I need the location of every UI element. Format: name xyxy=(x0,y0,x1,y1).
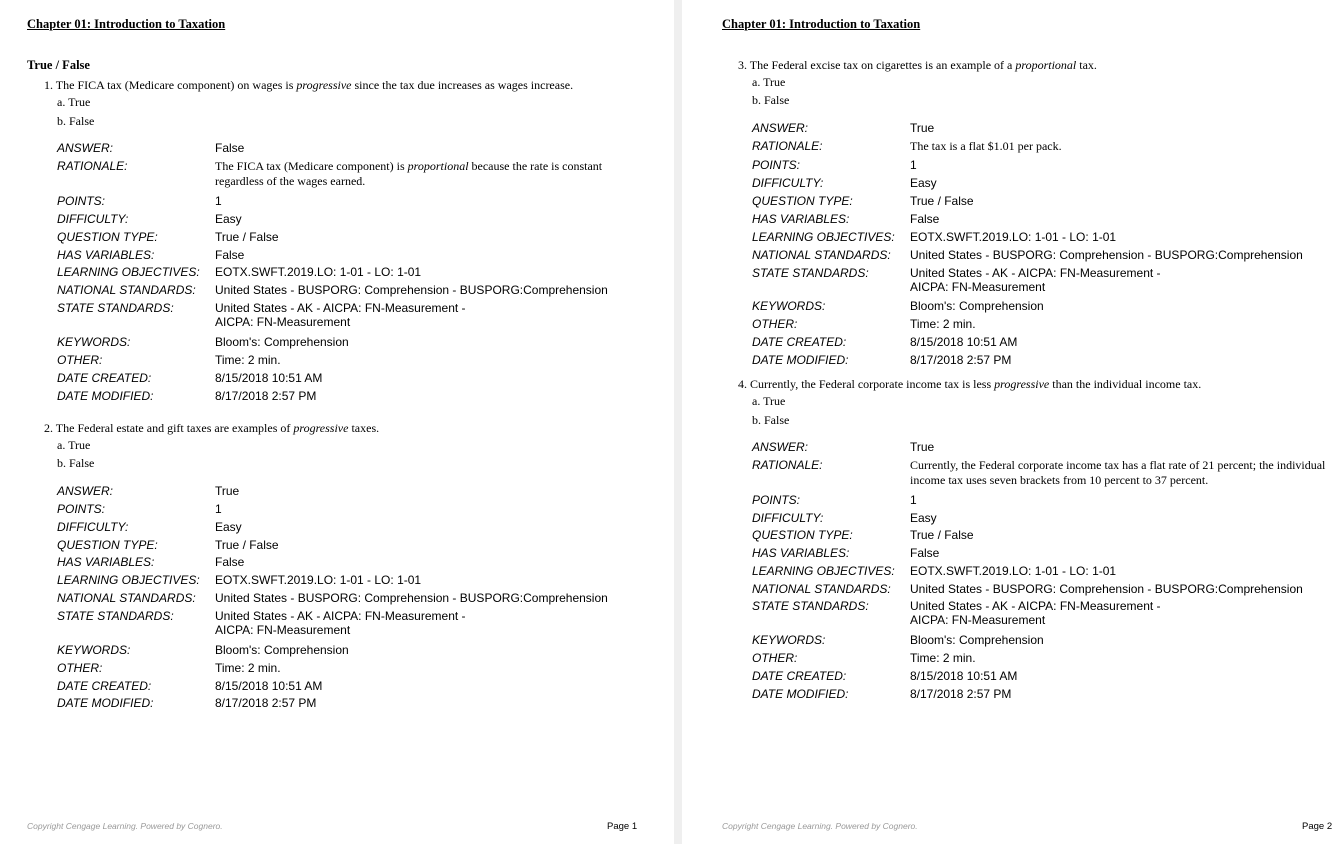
rationale-label: RATIONALE: xyxy=(752,139,823,153)
answer-label: ANSWER: xyxy=(752,440,809,454)
points-value: 1 xyxy=(215,194,222,208)
has-variables-value: False xyxy=(215,555,245,569)
points-label: POINTS: xyxy=(57,502,106,516)
question-2-option-b[interactable]: b. False xyxy=(57,456,95,470)
difficulty-value: Easy xyxy=(910,176,937,190)
answer-value: True xyxy=(910,440,935,454)
page-number: Page 1 xyxy=(607,821,638,832)
national-standards-label: NATIONAL STANDARDS: xyxy=(752,248,891,262)
question-1-option-b[interactable]: b. False xyxy=(57,114,95,128)
keywords-value: Bloom's: Comprehension xyxy=(215,335,349,349)
state-standards-label: STATE STANDARDS: xyxy=(57,301,174,315)
question-type-label: QUESTION TYPE: xyxy=(752,528,853,542)
has-variables-label: HAS VARIABLES: xyxy=(752,546,850,560)
date-created-label: DATE CREATED: xyxy=(752,669,847,683)
state-standards-value: United States - AK - AICPA: FN-Measurement - AICPA: FN-Measurement xyxy=(215,301,466,329)
other-value: Time: 2 min. xyxy=(910,317,976,331)
section-title: True / False xyxy=(27,58,90,72)
question-4-option-a[interactable]: a. True xyxy=(752,394,786,408)
has-variables-value: False xyxy=(910,212,940,226)
question-3-option-a[interactable]: a. True xyxy=(752,75,786,89)
date-created-label: DATE CREATED: xyxy=(57,679,152,693)
rationale-value: The FICA tax (Medicare component) is proportional because the rate is constant regardless of the wages earned. xyxy=(215,159,603,188)
points-value: 1 xyxy=(910,158,917,172)
state-standards-label: STATE STANDARDS: xyxy=(57,609,174,623)
has-variables-value: False xyxy=(215,248,245,262)
date-modified-value: 8/17/2018 2:57 PM xyxy=(910,353,1012,367)
national-standards-value: United States - BUSPORG: Comprehension - BUSPORG:Comprehension xyxy=(215,283,608,297)
date-created-value: 8/15/2018 10:51 AM xyxy=(215,679,323,693)
answer-value: True xyxy=(910,121,935,135)
learning-objectives-label: LEARNING OBJECTIVES: xyxy=(752,564,895,578)
rationale-value: Currently, the Federal corporate income tax has a flat rate of 21 percent; the individual income tax uses seven brackets from 10 percent to 37 percent. xyxy=(910,458,1326,487)
points-label: POINTS: xyxy=(752,493,801,507)
learning-objectives-label: LEARNING OBJECTIVES: xyxy=(57,573,200,587)
learning-objectives-value: EOTX.SWFT.2019.LO: 1-01 - LO: 1-01 xyxy=(910,230,1117,244)
state-standards-label: STATE STANDARDS: xyxy=(752,266,869,280)
learning-objectives-label: LEARNING OBJECTIVES: xyxy=(752,230,895,244)
question-3-option-b[interactable]: b. False xyxy=(752,93,790,107)
question-type-value: True / False xyxy=(215,230,279,244)
question-3-text: 3. The Federal excise tax on cigarettes is an example of a proportional tax. xyxy=(738,58,1097,72)
date-modified-label: DATE MODIFIED: xyxy=(752,353,849,367)
chapter-title: Chapter 01: Introduction to Taxation xyxy=(27,17,226,31)
keywords-value: Bloom's: Comprehension xyxy=(910,633,1044,647)
other-label: OTHER: xyxy=(752,651,798,665)
copyright-footer: Copyright Cengage Learning. Powered by Cognero. xyxy=(27,821,223,831)
rationale-value: The tax is a flat $1.01 per pack. xyxy=(910,139,1062,153)
date-created-value: 8/15/2018 10:51 AM xyxy=(215,371,323,385)
national-standards-label: NATIONAL STANDARDS: xyxy=(752,582,891,596)
keywords-label: KEYWORDS: xyxy=(57,335,131,349)
question-type-label: QUESTION TYPE: xyxy=(57,538,158,552)
learning-objectives-label: LEARNING OBJECTIVES: xyxy=(57,265,200,279)
difficulty-label: DIFFICULTY: xyxy=(752,176,824,190)
has-variables-label: HAS VARIABLES: xyxy=(57,248,155,262)
other-label: OTHER: xyxy=(57,661,103,675)
state-standards-value: United States - AK - AICPA: FN-Measurement - AICPA: FN-Measurement xyxy=(910,266,1161,294)
state-standards-label: STATE STANDARDS: xyxy=(752,599,869,613)
difficulty-label: DIFFICULTY: xyxy=(57,212,129,226)
date-modified-value: 8/17/2018 2:57 PM xyxy=(910,687,1012,701)
question-4-option-b[interactable]: b. False xyxy=(752,413,790,427)
date-modified-label: DATE MODIFIED: xyxy=(752,687,849,701)
points-value: 1 xyxy=(215,502,222,516)
date-created-label: DATE CREATED: xyxy=(57,371,152,385)
points-value: 1 xyxy=(910,493,917,507)
learning-objectives-value: EOTX.SWFT.2019.LO: 1-01 - LO: 1-01 xyxy=(215,573,422,587)
date-created-value: 8/15/2018 10:51 AM xyxy=(910,669,1018,683)
national-standards-value: United States - BUSPORG: Comprehension - BUSPORG:Comprehension xyxy=(910,248,1303,262)
national-standards-value: United States - BUSPORG: Comprehension - BUSPORG:Comprehension xyxy=(910,582,1303,596)
learning-objectives-value: EOTX.SWFT.2019.LO: 1-01 - LO: 1-01 xyxy=(215,265,422,279)
keywords-label: KEYWORDS: xyxy=(752,299,826,313)
question-2-text: 2. The Federal estate and gift taxes are examples of progressive taxes. xyxy=(44,421,380,435)
keywords-value: Bloom's: Comprehension xyxy=(910,299,1044,313)
learning-objectives-value: EOTX.SWFT.2019.LO: 1-01 - LO: 1-01 xyxy=(910,564,1117,578)
national-standards-label: NATIONAL STANDARDS: xyxy=(57,591,196,605)
date-modified-label: DATE MODIFIED: xyxy=(57,389,154,403)
page-2 xyxy=(682,0,1343,844)
answer-label: ANSWER: xyxy=(57,484,114,498)
question-4-text: 4. Currently, the Federal corporate income tax is less progressive than the individual income tax. xyxy=(738,377,1202,391)
question-type-value: True / False xyxy=(910,194,974,208)
chapter-title: Chapter 01: Introduction to Taxation xyxy=(722,17,921,31)
other-value: Time: 2 min. xyxy=(215,661,281,675)
question-type-label: QUESTION TYPE: xyxy=(752,194,853,208)
difficulty-label: DIFFICULTY: xyxy=(57,520,129,534)
points-label: POINTS: xyxy=(752,158,801,172)
other-value: Time: 2 min. xyxy=(215,353,281,367)
date-modified-label: DATE MODIFIED: xyxy=(57,696,154,710)
question-type-value: True / False xyxy=(910,528,974,542)
other-label: OTHER: xyxy=(752,317,798,331)
rationale-label: RATIONALE: xyxy=(752,458,823,472)
question-2-option-a[interactable]: a. True xyxy=(57,438,91,452)
question-1-text: 1. The FICA tax (Medicare component) on wages is progressive since the tax due increases as wages increase. xyxy=(44,78,574,92)
state-standards-value: United States - AK - AICPA: FN-Measurement - AICPA: FN-Measurement xyxy=(910,599,1161,627)
rationale-label: RATIONALE: xyxy=(57,159,128,173)
date-created-label: DATE CREATED: xyxy=(752,335,847,349)
other-label: OTHER: xyxy=(57,353,103,367)
question-1-option-a[interactable]: a. True xyxy=(57,95,91,109)
difficulty-value: Easy xyxy=(215,212,242,226)
has-variables-value: False xyxy=(910,546,940,560)
national-standards-value: United States - BUSPORG: Comprehension - BUSPORG:Comprehension xyxy=(215,591,608,605)
keywords-value: Bloom's: Comprehension xyxy=(215,643,349,657)
answer-label: ANSWER: xyxy=(57,141,114,155)
other-value: Time: 2 min. xyxy=(910,651,976,665)
points-label: POINTS: xyxy=(57,194,106,208)
national-standards-label: NATIONAL STANDARDS: xyxy=(57,283,196,297)
question-type-value: True / False xyxy=(215,538,279,552)
state-standards-value: United States - AK - AICPA: FN-Measurement - AICPA: FN-Measurement xyxy=(215,609,466,637)
date-modified-value: 8/17/2018 2:57 PM xyxy=(215,696,317,710)
has-variables-label: HAS VARIABLES: xyxy=(752,212,850,226)
keywords-label: KEYWORDS: xyxy=(752,633,826,647)
difficulty-value: Easy xyxy=(910,511,937,525)
date-created-value: 8/15/2018 10:51 AM xyxy=(910,335,1018,349)
keywords-label: KEYWORDS: xyxy=(57,643,131,657)
answer-label: ANSWER: xyxy=(752,121,809,135)
copyright-footer: Copyright Cengage Learning. Powered by Cognero. xyxy=(722,821,918,831)
answer-value: False xyxy=(215,141,245,155)
page-number: Page 2 xyxy=(1302,821,1333,832)
difficulty-value: Easy xyxy=(215,520,242,534)
has-variables-label: HAS VARIABLES: xyxy=(57,555,155,569)
answer-value: True xyxy=(215,484,240,498)
difficulty-label: DIFFICULTY: xyxy=(752,511,824,525)
question-type-label: QUESTION TYPE: xyxy=(57,230,158,244)
date-modified-value: 8/17/2018 2:57 PM xyxy=(215,389,317,403)
